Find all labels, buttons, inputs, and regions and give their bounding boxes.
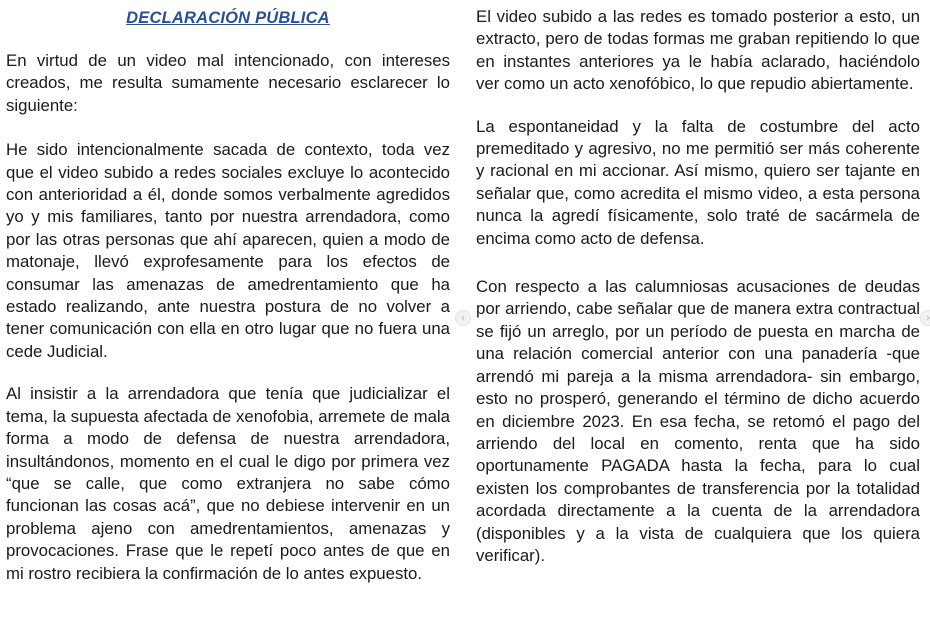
left-column: [6, 6, 450, 605]
paragraph-insistence: Al insistir a la arrendadora que tenía que judicializar el tema, la supuesta afectada de xenofobia, arremete de mala forma a modo de defensa de nuestra arrendadora, insultándonos, momento en el cual le digo por primera vez “que se calle, que como extranjera no sabe cómo funcionan las cosas acá”, que no debiese intervenir en un problema ajeno con amedrentamientos, amenazas y provocaciones. Frase que le repetí poco antes de que en mi rostro recibiera la confirmación de lo antes expuesto.: [6, 384, 450, 583]
document-title: DECLARACIÓN PÚBLICA: [126, 9, 330, 27]
carousel-prev-icon[interactable]: ‹: [455, 310, 471, 326]
paragraph-spontaneity: La espontaneidad y la falta de costumbre del acto premeditado y agresivo, no me permitió ser más coherente y racional en mi accionar. Así mismo, quiero ser tajante en señalar que, como acredita el mismo video, a esta persona nunca la agredí físicamente, solo traté de sacármela de encima como acto de defensa.: [476, 116, 920, 248]
carousel-next-icon[interactable]: ›: [920, 310, 930, 326]
paragraph-video: El video subido a las redes es tomado posterior a esto, un extracto, pero de todas formas me graban repitiendo lo que en instantes anteriores ya le había aclarado, haciéndolo ver como un acto xenofóbico, lo que repudio abiertamente.: [476, 7, 920, 94]
right-column: [476, 6, 920, 587]
paragraph-debts: Con respecto a las calumniosas acusaciones de deudas por arriendo, cabe señalar que de manera extra contractual se fijó un arreglo, por un período de puesta en marcha de una relación comercial anterior con una panadería -que arrendó mi pareja a la misma arrendadora- sin embargo, esto no prosperó, generando el término de dicho acuerdo en diciembre 2023. En esa fecha, se retomó el pago del arriendo del local en comento, renta que ha sido oportunamente PAGADA hasta la fecha, para lo cual existen los comprobantes de transferencia por la totalidad acordada directamente a la cuenta de la arrendadora (disponibles y a la vista de cualquiera que los quiera verificar).: [476, 277, 920, 565]
paragraph-intro: En virtud de un video mal intencionado, con intereses creados, me resulta sumamente necesario esclarecer lo siguiente:: [6, 51, 450, 115]
paragraph-context: He sido intencionalmente sacada de contexto, toda vez que el video subido a redes sociales excluye lo acontecido con anterioridad a él, donde somos verbalmente agredidos yo y mis familiares, tanto por nuestra arrendadora, como por las otras personas que ahí aparecen, quien a modo de matonaje, llevó exprofesamente para los efectos de consumar las amenazas de amedrentamiento que ha estado realizando, ante nuestra postura de no volver a tener comunicación con ella en otro lugar que no fuera una cede Judicial.: [6, 140, 450, 361]
